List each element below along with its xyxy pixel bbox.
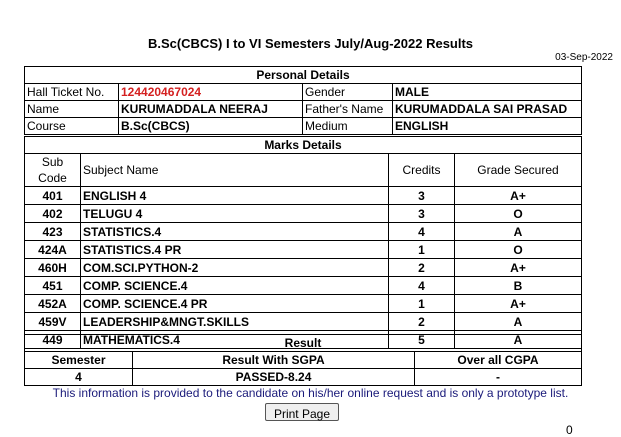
- hall-ticket-label: Hall Ticket No.: [25, 84, 119, 101]
- sub-code-cell: 401: [25, 187, 81, 205]
- table-row: [25, 295, 582, 313]
- credits-cell: 4: [389, 277, 455, 295]
- subject-name-cell: COM.SCI.PYTHON-2: [81, 259, 389, 277]
- sub-code-cell: 424A: [25, 241, 81, 259]
- subject-name-cell: MATHEMATICS.4: [81, 331, 389, 349]
- grade-cell: A+: [455, 295, 582, 313]
- course-label: Course: [25, 118, 119, 135]
- credits-cell: 2: [389, 313, 455, 331]
- subject-name-cell: ENGLISH 4: [81, 187, 389, 205]
- table-row: [25, 259, 582, 277]
- credits-cell: 2: [389, 259, 455, 277]
- name-label: Name: [25, 101, 119, 118]
- result-date: 03-Sep-2022: [555, 52, 613, 63]
- sub-code-cell: 460H: [25, 259, 81, 277]
- sgpa-value: PASSED-8.24: [133, 369, 415, 386]
- subject-name-cell: COMP. SCIENCE.4: [81, 277, 389, 295]
- medium-label: Medium: [303, 118, 393, 135]
- cgpa-value: -: [415, 369, 582, 386]
- col-credits: Credits: [389, 154, 455, 187]
- semester-value: 4: [25, 369, 133, 386]
- sub-code-cell: 449: [25, 331, 81, 349]
- gender-label: Gender: [303, 84, 393, 101]
- grade-cell: A+: [455, 259, 582, 277]
- col-sgpa: Result With SGPA: [133, 352, 415, 369]
- grade-cell: A: [455, 313, 582, 331]
- credits-cell: 1: [389, 241, 455, 259]
- sub-code-cell: 452A: [25, 295, 81, 313]
- grade-cell: A+: [455, 187, 582, 205]
- page-title: B.Sc(CBCS) I to VI Semesters July/Aug-2022 Results: [147, 36, 474, 51]
- print-page-button[interactable]: Print Page: [265, 403, 339, 421]
- sub-code-cell: 402: [25, 205, 81, 223]
- credits-cell: 5: [389, 331, 455, 349]
- hall-ticket-value: 124420467024: [119, 84, 303, 101]
- grade-cell: O: [455, 205, 582, 223]
- sub-code-cell: 423: [25, 223, 81, 241]
- grade-cell: B: [455, 277, 582, 295]
- father-name-label: Father's Name: [303, 101, 393, 118]
- table-row: [25, 241, 582, 259]
- table-row: [25, 313, 582, 331]
- grade-cell: A: [455, 331, 582, 349]
- credits-cell: 3: [389, 187, 455, 205]
- col-semester: Semester: [25, 352, 133, 369]
- course-value: B.Sc(CBCS): [119, 118, 303, 135]
- grade-cell: A: [455, 223, 582, 241]
- credits-cell: 3: [389, 205, 455, 223]
- subject-name-cell: STATISTICS.4: [81, 223, 389, 241]
- grade-cell: O: [455, 241, 582, 259]
- father-name-value: KURUMADDALA SAI PRASAD: [393, 101, 582, 118]
- table-row: [25, 205, 582, 223]
- col-cgpa: Over all CGPA: [415, 352, 582, 369]
- sub-code-cell: 459V: [25, 313, 81, 331]
- subject-name-cell: LEADERSHIP&MNGT.SKILLS: [81, 313, 389, 331]
- subject-name-cell: TELUGU 4: [81, 205, 389, 223]
- subject-name-cell: COMP. SCIENCE.4 PR: [81, 295, 389, 313]
- result-table: [24, 334, 582, 386]
- col-sub-code: Sub Code: [25, 154, 81, 187]
- name-value: KURUMADDALA NEERAJ: [119, 101, 303, 118]
- table-row: [25, 187, 582, 205]
- sub-code-cell: 451: [25, 277, 81, 295]
- credits-cell: 1: [389, 295, 455, 313]
- subject-name-cell: STATISTICS.4 PR: [81, 241, 389, 259]
- table-row: [25, 223, 582, 241]
- marks-details-table: [24, 136, 582, 349]
- medium-value: ENGLISH: [393, 118, 582, 135]
- personal-details-heading: Personal Details: [25, 67, 582, 84]
- table-row: [25, 277, 582, 295]
- personal-details-table: [24, 66, 582, 135]
- gender-value: MALE: [393, 84, 582, 101]
- result-heading: Result: [25, 335, 582, 352]
- credits-cell: 4: [389, 223, 455, 241]
- disclaimer-note: This information is provided to the candidate on his/her online request and is only a prototype list.: [52, 386, 569, 400]
- col-subject-name: Subject Name: [81, 154, 389, 187]
- page-number: 0: [566, 423, 573, 437]
- marks-details-heading: Marks Details: [25, 137, 582, 154]
- col-grade: Grade Secured: [455, 154, 582, 187]
